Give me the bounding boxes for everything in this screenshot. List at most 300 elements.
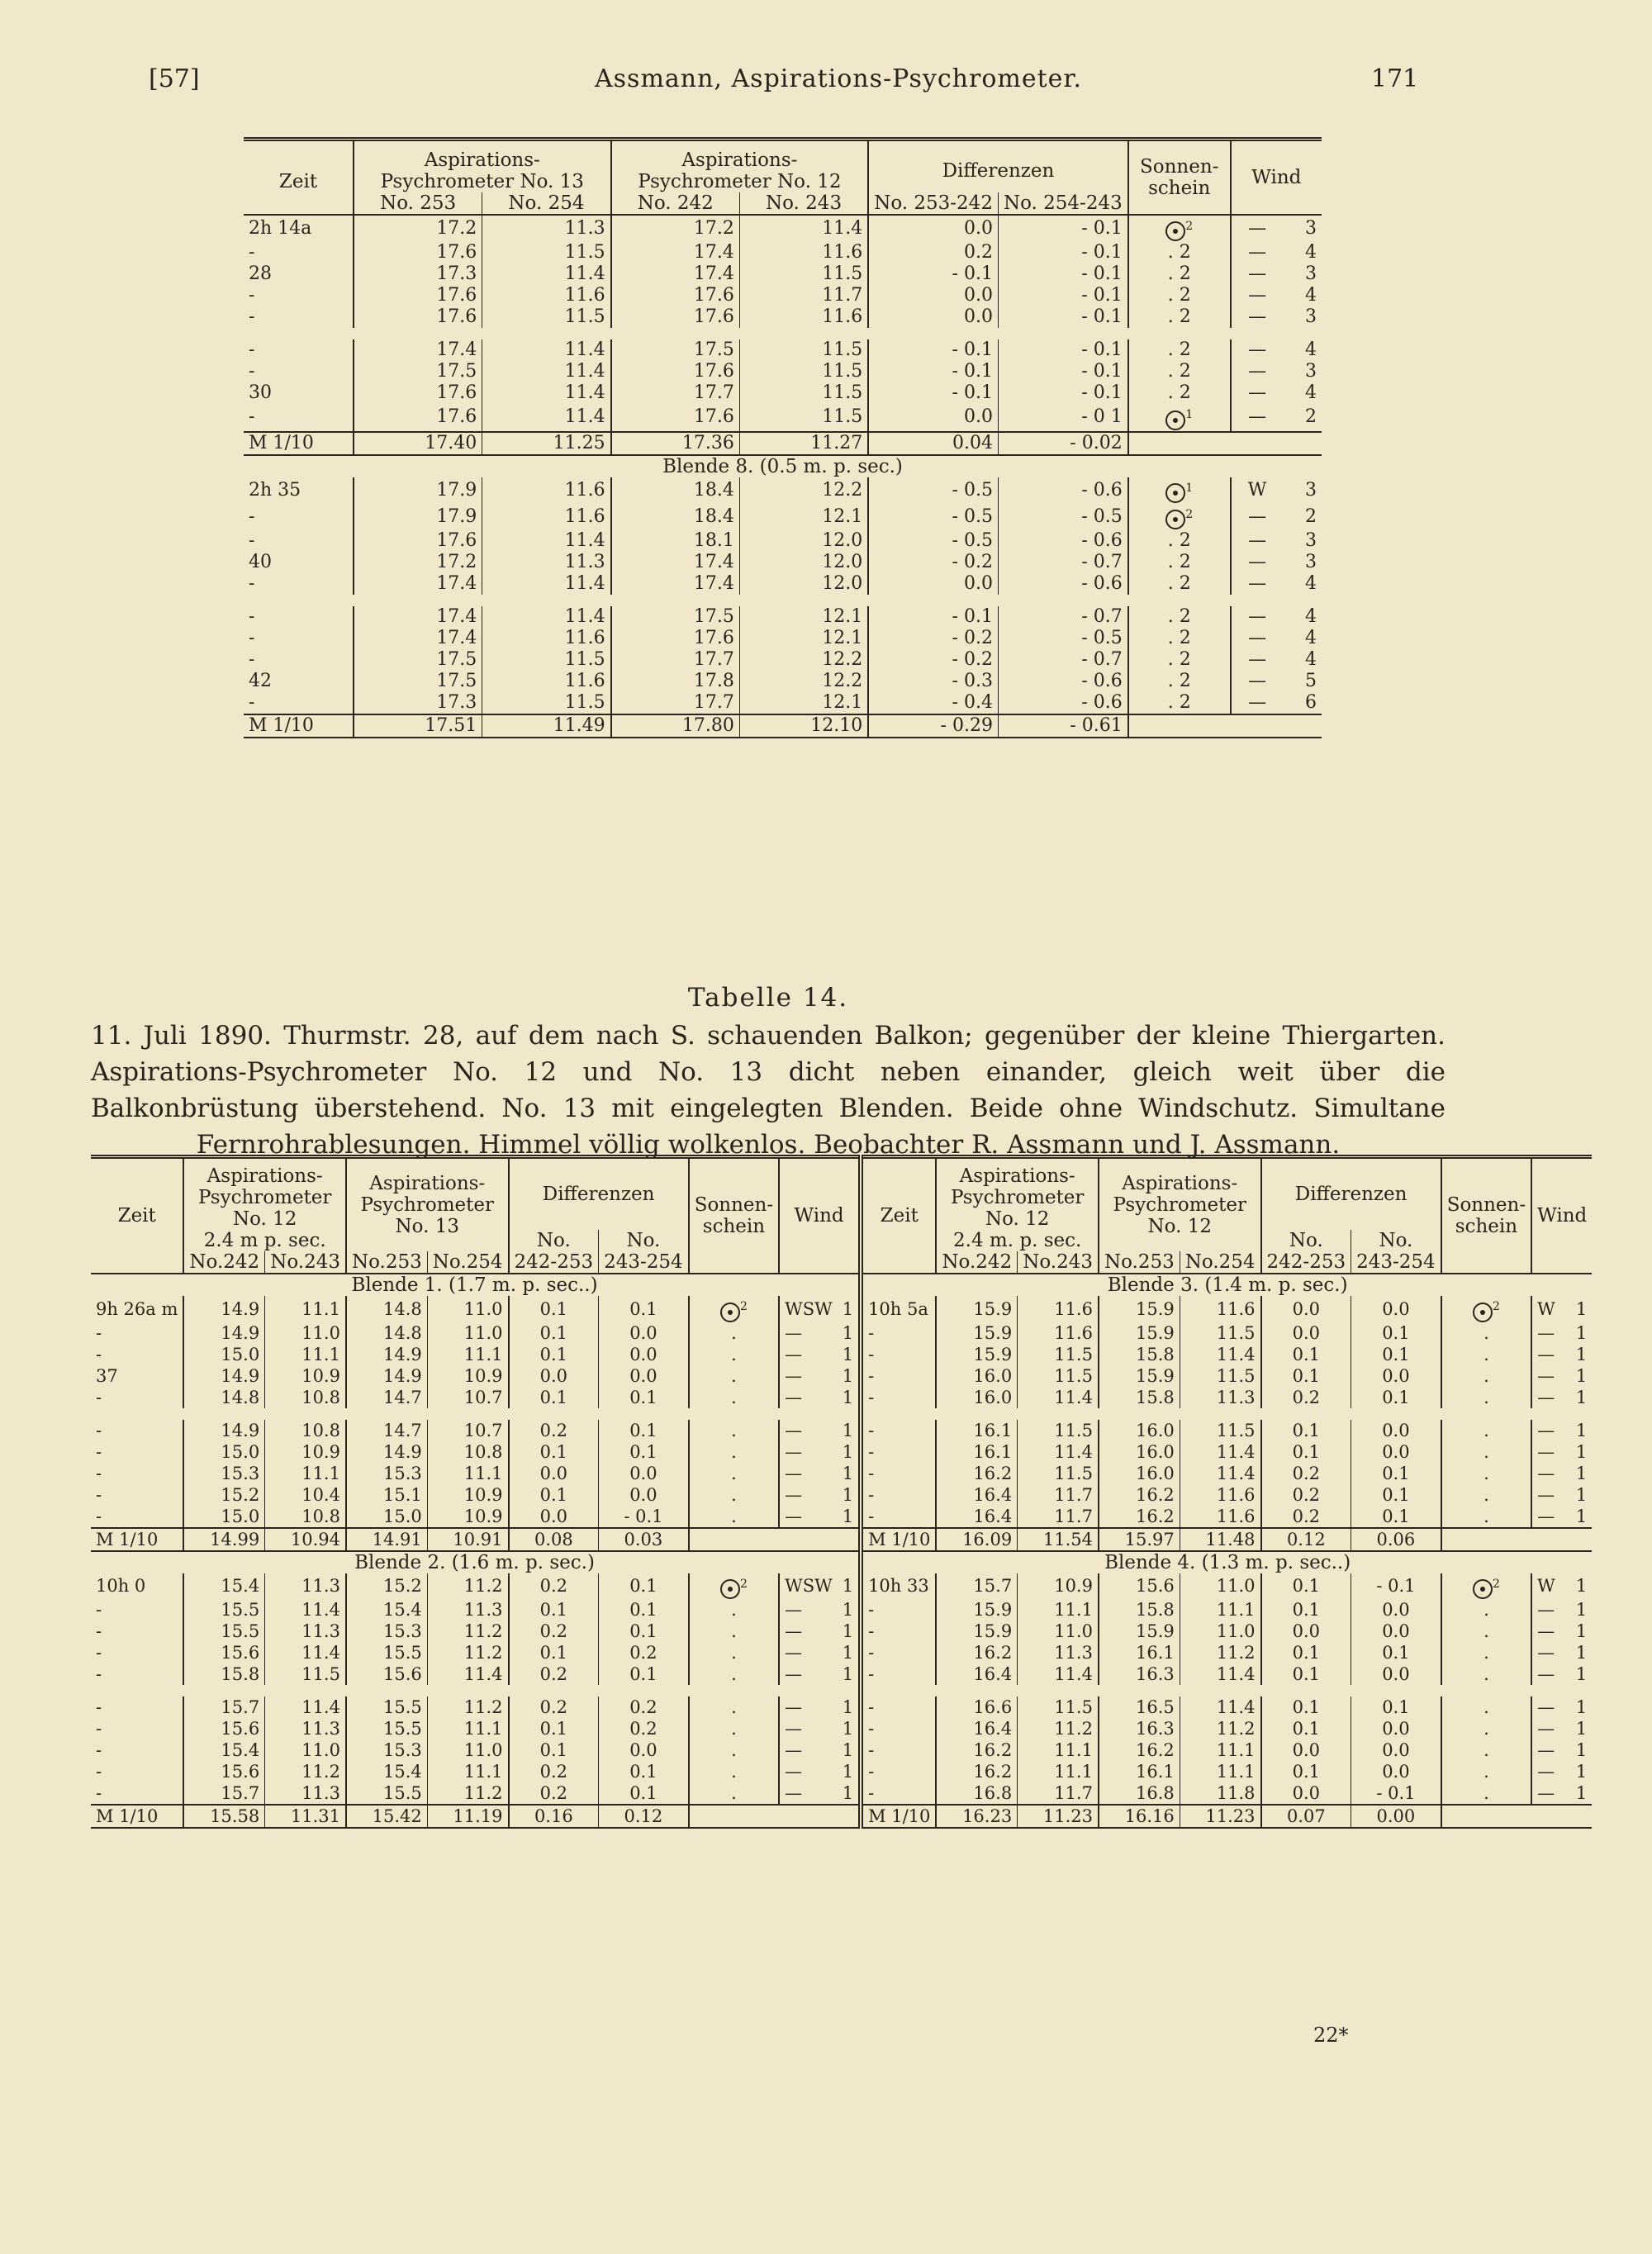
cell-r-d1: 0.0 [1261, 1296, 1351, 1322]
mean-cell-diff2: - 0.61 [998, 714, 1127, 738]
mean-filler [1128, 714, 1322, 738]
cell-r-242: 16.4 [936, 1484, 1017, 1506]
cell-253: 17.5 [354, 671, 482, 692]
cell-l-d2: 0.2 [599, 1718, 689, 1739]
cell-time: - [249, 306, 255, 328]
cell-l-253: 14.7 [346, 1420, 427, 1441]
cell-wind-force: 3 [1305, 263, 1317, 285]
cell-r-wind-force: 1 [1575, 1506, 1588, 1526]
cell-r-243: 11.4 [1018, 1387, 1099, 1408]
cell-l-wind-force: 1 [838, 1761, 861, 1782]
cell-r-wind-force: 1 [1575, 1365, 1588, 1386]
row-gap [244, 328, 1322, 339]
left-col-242: No.242 [183, 1251, 264, 1274]
cell-sun: . 2 [1128, 361, 1231, 382]
sun-intensity: 2 [739, 1300, 748, 1313]
cell-r-253: 16.2 [1099, 1739, 1180, 1761]
mean-right-filler [1441, 1805, 1593, 1828]
bottom-mean2 [91, 1805, 1592, 1828]
mean-left-2: 11.31 [265, 1805, 346, 1828]
table-caption-title: Tabelle 14. [687, 983, 849, 1013]
cell-r-254: 11.4 [1180, 1441, 1260, 1463]
mean-cell-254: 11.25 [482, 432, 611, 455]
cell-r-253: 15.9 [1099, 1365, 1180, 1387]
cell-l-wind-force: 1 [838, 1573, 861, 1600]
cell-diff2: - 0.6 [998, 477, 1127, 504]
cell-l-253: 15.4 [346, 1761, 427, 1782]
cell-r-242: 15.9 [936, 1599, 1017, 1621]
cell-r-243: 11.6 [1018, 1322, 1099, 1344]
cell-sun: . 2 [1128, 552, 1231, 573]
table-row [244, 552, 1322, 573]
cell-r-time: - [868, 1506, 875, 1526]
cell-r-wind-dir: — [1531, 1441, 1566, 1463]
cell-r-time: - [868, 1387, 875, 1407]
mean-row [244, 714, 1322, 738]
table-row [244, 530, 1322, 552]
mean-cell-242: 17.36 [611, 432, 740, 455]
mean-cell-diff2: - 0.02 [998, 432, 1127, 455]
cell-l-254: 10.7 [427, 1420, 508, 1441]
cell-l-wind-dir: — [779, 1365, 838, 1387]
cell-r-253: 16.5 [1099, 1696, 1180, 1718]
cell-diff2: - 0 1 [998, 404, 1127, 431]
cell-l-sun: . [689, 1387, 779, 1408]
cell-253: 17.6 [354, 404, 482, 431]
right-col-242: No.242 [936, 1251, 1017, 1274]
cell-l-sun: . [689, 1344, 779, 1365]
cell-l-d2: 0.1 [599, 1573, 689, 1600]
table-row [244, 692, 1322, 714]
row-gap [91, 1408, 861, 1420]
table-row [91, 1739, 1592, 1761]
cell-r-253: 15.9 [1099, 1322, 1180, 1344]
mean-row [91, 1805, 1592, 1828]
row-gap [91, 1685, 861, 1696]
cell-l-243: 11.4 [265, 1696, 346, 1718]
cell-diff1: - 0.5 [868, 530, 998, 552]
cell-r-242: 16.2 [936, 1739, 1017, 1761]
cell-242: 17.7 [611, 649, 740, 671]
cell-l-time: - [96, 1621, 102, 1641]
cell-l-243: 10.8 [265, 1506, 346, 1528]
cell-l-wind-dir: — [779, 1387, 838, 1408]
mean-left-5: 0.08 [509, 1528, 599, 1551]
cell-r-time: - [868, 1697, 875, 1717]
cell-253: 17.2 [354, 552, 482, 573]
cell-l-254: 11.1 [427, 1718, 508, 1739]
table-row [91, 1696, 1592, 1718]
cell-l-254: 11.2 [427, 1573, 508, 1600]
cell-sun: . 2 [1128, 339, 1231, 361]
col-zeit-left: Zeit [117, 1205, 156, 1227]
cell-r-243: 11.5 [1018, 1420, 1099, 1441]
cell-l-243: 11.1 [265, 1344, 346, 1365]
cell-wind-dir: — [1231, 404, 1284, 431]
mean-left-2: 10.94 [265, 1528, 346, 1551]
cell-wind-dir: — [1231, 263, 1284, 285]
table-row [244, 285, 1322, 306]
cell-l-wind-dir: — [779, 1506, 838, 1528]
col-diff1: No. 253-242 [868, 192, 998, 215]
cell-r-time: - [868, 1463, 875, 1483]
cell-r-d1: 0.0 [1261, 1322, 1351, 1344]
cell-l-d1: 0.2 [509, 1761, 599, 1782]
mean-left-filler [689, 1528, 861, 1551]
cell-r-wind-dir: — [1531, 1365, 1566, 1387]
table-row [244, 671, 1322, 692]
cell-r-d1: 0.1 [1261, 1573, 1351, 1600]
row-gap [244, 595, 1322, 606]
cell-diff2: - 0.1 [998, 215, 1127, 242]
cell-wind-dir: — [1231, 671, 1284, 692]
section-blende4: Blende 4. (1.3 m. p. sec..) [1104, 1551, 1351, 1573]
cell-254: 11.5 [482, 692, 611, 714]
group-psy12: Aspirations-Psychrometer No. 12 [611, 140, 869, 193]
sun-intensity: 2 [1185, 220, 1194, 233]
col-253: No. 253 [354, 192, 482, 215]
cell-wind-force: 4 [1305, 649, 1317, 671]
cell-r-242: 16.4 [936, 1663, 1017, 1685]
cell-l-sun: . [689, 1420, 779, 1441]
cell-l-wind-dir: — [779, 1599, 838, 1621]
cell-l-d1: 0.1 [509, 1718, 599, 1739]
cell-r-wind-force: 1 [1575, 1697, 1588, 1717]
cell-diff2: - 0.1 [998, 306, 1127, 328]
cell-r-time: - [868, 1740, 875, 1760]
cell-l-d2: 0.2 [599, 1642, 689, 1663]
cell-l-wind-dir: — [779, 1484, 838, 1506]
group-left-psy13: Aspirations-Psychrometer No. 13 [346, 1157, 509, 1252]
cell-sun: . 2 [1128, 263, 1231, 285]
cell-diff1: - 0.2 [868, 649, 998, 671]
cell-wind-force: 3 [1305, 306, 1317, 328]
cell-diff1: 0.0 [868, 404, 998, 431]
table-row [91, 1441, 1592, 1463]
cell-diff1: - 0.3 [868, 671, 998, 692]
cell-l-d1: 0.1 [509, 1484, 599, 1506]
cell-r-wind-dir: — [1531, 1739, 1566, 1761]
group-psy13: Aspirations-Psychrometer No. 13 [354, 140, 611, 193]
cell-l-d1: 0.1 [509, 1441, 599, 1463]
cell-wind-dir: — [1231, 692, 1284, 714]
cell-r-time: - [868, 1441, 875, 1462]
cell-diff1: - 0.1 [868, 263, 998, 285]
cell-r-d2: 0.0 [1351, 1365, 1441, 1387]
cell-l-wind-dir: — [779, 1642, 838, 1663]
cell-l-253: 15.0 [346, 1506, 427, 1528]
cell-254: 11.4 [482, 606, 611, 628]
cell-l-254: 11.0 [427, 1739, 508, 1761]
cell-l-d1: 0.0 [509, 1506, 599, 1528]
cell-242: 17.7 [611, 692, 740, 714]
sun-symbol-icon [1473, 1579, 1493, 1599]
cell-l-242: 15.3 [183, 1463, 264, 1484]
cell-sun [1128, 504, 1231, 530]
mean-right-0: M 1/10 [861, 1805, 936, 1828]
cell-time: 2h 35 [249, 479, 301, 501]
bottom-rows1 [91, 1296, 1592, 1528]
cell-l-242: 15.6 [183, 1642, 264, 1663]
table-row [244, 404, 1322, 431]
cell-r-243: 11.5 [1018, 1344, 1099, 1365]
cell-l-242: 14.9 [183, 1322, 264, 1344]
cell-r-253: 15.8 [1099, 1387, 1180, 1408]
cell-wind-dir: — [1231, 530, 1284, 552]
cell-l-sun: . [689, 1739, 779, 1761]
cell-253: 17.5 [354, 649, 482, 671]
cell-r-time: - [868, 1621, 875, 1641]
cell-sun: . 2 [1128, 573, 1231, 595]
cell-r-sun: . [1441, 1739, 1531, 1761]
cell-l-wind-dir: — [779, 1621, 838, 1642]
cell-l-wind-dir: — [779, 1782, 838, 1805]
cell-l-time: - [96, 1719, 102, 1739]
cell-l-d1: 0.1 [509, 1642, 599, 1663]
cell-254: 11.4 [482, 404, 611, 431]
cell-254: 11.4 [482, 263, 611, 285]
cell-wind-force: 3 [1305, 530, 1317, 552]
cell-l-wind-force: 1 [838, 1782, 861, 1805]
cell-254: 11.6 [482, 504, 611, 530]
cell-r-242: 16.2 [936, 1761, 1017, 1782]
cell-r-d2: 0.1 [1351, 1484, 1441, 1506]
cell-242: 17.4 [611, 263, 740, 285]
cell-l-wind-force: 1 [838, 1296, 861, 1322]
sun-symbol-icon [1165, 483, 1185, 503]
table-row [244, 339, 1322, 361]
mean-right-1: 16.23 [936, 1805, 1017, 1828]
cell-r-d2: 0.0 [1351, 1420, 1441, 1441]
cell-r-243: 11.7 [1018, 1782, 1099, 1805]
cell-243: 11.5 [739, 404, 868, 431]
cell-l-wind-force: 1 [838, 1663, 861, 1685]
cell-r-253: 16.1 [1099, 1761, 1180, 1782]
cell-r-d2: 0.0 [1351, 1739, 1441, 1761]
mean-left-5: 0.16 [509, 1805, 599, 1828]
cell-l-time: 37 [96, 1365, 118, 1386]
cell-r-sun [1441, 1296, 1531, 1322]
cell-l-d1: 0.0 [509, 1463, 599, 1484]
cell-r-time: - [868, 1600, 875, 1620]
cell-r-wind-dir: — [1531, 1663, 1566, 1685]
cell-l-243: 11.1 [265, 1296, 346, 1322]
cell-l-253: 15.5 [346, 1782, 427, 1805]
cell-r-sun: . [1441, 1599, 1531, 1621]
mean-left-4: 11.19 [427, 1805, 508, 1828]
cell-r-time: 10h 5a [868, 1298, 928, 1319]
cell-time: - [249, 506, 255, 528]
mean-cell-time: M 1/10 [244, 714, 354, 738]
table-row [91, 1761, 1592, 1782]
cell-r-253: 16.3 [1099, 1663, 1180, 1685]
cell-r-253: 15.8 [1099, 1344, 1180, 1365]
mean-left-6: 0.03 [599, 1528, 689, 1551]
cell-r-d1: 0.1 [1261, 1420, 1351, 1441]
cell-r-242: 16.2 [936, 1642, 1017, 1663]
cell-diff1: - 0.2 [868, 628, 998, 649]
mean-filler [1128, 432, 1322, 455]
cell-l-253: 14.9 [346, 1365, 427, 1387]
cell-l-wind-force: 1 [838, 1322, 861, 1344]
cell-r-sun: . [1441, 1441, 1531, 1463]
cell-l-wind-dir: — [779, 1420, 838, 1441]
cell-wind-dir: — [1231, 552, 1284, 573]
cell-r-d1: 0.1 [1261, 1344, 1351, 1365]
col-wind-left: Wind [779, 1157, 861, 1274]
cell-l-243: 10.9 [265, 1441, 346, 1463]
cell-254: 11.4 [482, 530, 611, 552]
cell-r-d2: 0.0 [1351, 1761, 1441, 1782]
cell-l-sun: . [689, 1441, 779, 1463]
cell-r-253: 16.3 [1099, 1718, 1180, 1739]
cell-diff2: - 0.7 [998, 649, 1127, 671]
cell-r-253: 16.0 [1099, 1463, 1180, 1484]
table-row [91, 1322, 1592, 1344]
cell-l-sun: . [689, 1718, 779, 1739]
cell-r-time: - [868, 1762, 875, 1782]
cell-l-d1: 0.1 [509, 1322, 599, 1344]
cell-r-243: 10.9 [1018, 1573, 1099, 1600]
cell-l-242: 15.7 [183, 1782, 264, 1805]
cell-l-d2: 0.0 [599, 1463, 689, 1484]
cell-l-wind-dir: — [779, 1761, 838, 1782]
cell-l-wind-dir: — [779, 1696, 838, 1718]
cell-l-242: 15.6 [183, 1761, 264, 1782]
cell-253: 17.4 [354, 606, 482, 628]
cell-r-d1: 0.1 [1261, 1599, 1351, 1621]
cell-l-d2: 0.2 [599, 1696, 689, 1718]
cell-r-time: - [868, 1420, 875, 1440]
cell-r-wind-dir: W [1531, 1573, 1566, 1600]
table-row [244, 263, 1322, 285]
mean-left-3: 14.91 [346, 1528, 427, 1551]
cell-r-d1: 0.2 [1261, 1484, 1351, 1506]
cell-l-253: 15.5 [346, 1696, 427, 1718]
cell-r-sun: . [1441, 1322, 1531, 1344]
mean-cell-diff1: 0.04 [868, 432, 998, 455]
cell-254: 11.6 [482, 285, 611, 306]
cell-l-253: 15.4 [346, 1599, 427, 1621]
col-243: No. 243 [739, 192, 868, 215]
cell-254: 11.4 [482, 339, 611, 361]
cell-l-time: - [96, 1463, 102, 1483]
cell-l-sun: . [689, 1463, 779, 1484]
sun-symbol-icon [1165, 410, 1185, 430]
cell-l-time: - [96, 1600, 102, 1620]
cell-r-time: - [868, 1484, 875, 1505]
cell-r-wind-dir: W [1531, 1296, 1566, 1322]
cell-r-d1: 0.1 [1261, 1642, 1351, 1663]
cell-wind-force: 3 [1305, 479, 1317, 501]
cell-l-254: 11.1 [427, 1344, 508, 1365]
cell-r-wind-force: 1 [1575, 1740, 1588, 1760]
col-sonne-left: Sonnen-schein [689, 1157, 779, 1274]
cell-l-254: 10.9 [427, 1365, 508, 1387]
cell-r-wind-dir: — [1531, 1506, 1566, 1528]
cell-r-243: 11.4 [1018, 1663, 1099, 1685]
cell-l-wind-dir: WSW [779, 1573, 838, 1600]
table-row [244, 649, 1322, 671]
cell-l-254: 10.9 [427, 1506, 508, 1528]
top-block2 [244, 477, 1322, 715]
bottom-table [91, 1155, 1592, 1829]
cell-l-254: 11.2 [427, 1621, 508, 1642]
cell-r-d2: - 0.1 [1351, 1782, 1441, 1805]
cell-wind-force: 4 [1305, 339, 1317, 361]
cell-r-time: - [868, 1719, 875, 1739]
cell-r-243: 11.5 [1018, 1463, 1099, 1484]
cell-253: 17.6 [354, 306, 482, 328]
cell-time: - [249, 361, 255, 382]
cell-l-sun: . [689, 1782, 779, 1805]
mean-cell-253: 17.51 [354, 714, 482, 738]
cell-r-242: 16.8 [936, 1782, 1017, 1805]
table-row [91, 1506, 1592, 1528]
cell-r-254: 11.6 [1180, 1484, 1260, 1506]
cell-r-sun: . [1441, 1344, 1531, 1365]
cell-l-243: 11.4 [265, 1642, 346, 1663]
section-blende1: Blende 1. (1.7 m. p. sec..) [91, 1274, 861, 1296]
cell-r-wind-force: 1 [1575, 1484, 1588, 1505]
cell-r-d2: 0.0 [1351, 1296, 1441, 1322]
cell-l-sun: . [689, 1506, 779, 1528]
sun-intensity: 1 [1185, 481, 1194, 495]
cell-242: 17.6 [611, 306, 740, 328]
cell-l-d2: 0.1 [599, 1782, 689, 1805]
cell-l-243: 10.8 [265, 1420, 346, 1441]
table-row [244, 504, 1322, 530]
table-row [244, 361, 1322, 382]
cell-r-254: 11.4 [1180, 1696, 1260, 1718]
cell-time: - [249, 530, 255, 552]
table-row [244, 215, 1322, 242]
cell-l-d1: 0.1 [509, 1296, 599, 1322]
table-row [244, 382, 1322, 404]
cell-r-243: 11.1 [1018, 1761, 1099, 1782]
table-row [91, 1484, 1592, 1506]
cell-l-243: 11.4 [265, 1599, 346, 1621]
col-wind: Wind [1231, 140, 1322, 216]
cell-wind-dir: — [1231, 306, 1284, 328]
cell-l-d1: 0.1 [509, 1599, 599, 1621]
cell-r-sun: . [1441, 1782, 1531, 1805]
cell-243: 12.0 [739, 573, 868, 595]
cell-l-time: - [96, 1740, 102, 1760]
cell-l-time: - [96, 1420, 102, 1440]
cell-r-253: 15.6 [1099, 1573, 1180, 1600]
cell-r-d2: - 0.1 [1351, 1573, 1441, 1600]
cell-l-d1: 0.2 [509, 1696, 599, 1718]
cell-243: 12.1 [739, 606, 868, 628]
cell-l-253: 15.6 [346, 1663, 427, 1685]
cell-r-d2: 0.0 [1351, 1621, 1441, 1642]
table-row [244, 477, 1322, 504]
cell-r-wind-force: 1 [1575, 1643, 1588, 1663]
cell-l-wind-force: 1 [838, 1365, 861, 1387]
cell-r-time: - [868, 1783, 875, 1803]
cell-r-d1: 0.1 [1261, 1696, 1351, 1718]
cell-242: 17.4 [611, 573, 740, 595]
right-col-254: No.254 [1180, 1251, 1260, 1274]
cell-r-time: 10h 33 [868, 1576, 929, 1597]
cell-r-d1: 0.0 [1261, 1739, 1351, 1761]
cell-wind-dir: — [1231, 361, 1284, 382]
cell-l-253: 15.5 [346, 1642, 427, 1663]
cell-l-sun: . [689, 1663, 779, 1685]
cell-242: 17.4 [611, 552, 740, 573]
cell-wind-force: 4 [1305, 573, 1317, 595]
